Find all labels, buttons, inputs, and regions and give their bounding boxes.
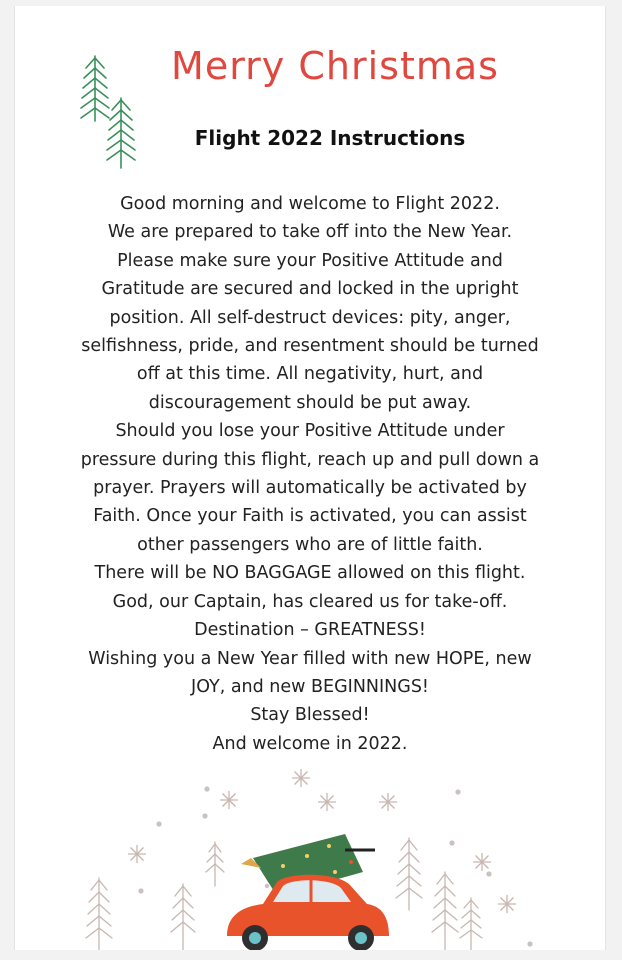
- pine-tree-icon: [86, 878, 112, 950]
- snowflake-icon: [473, 853, 491, 871]
- text-line: discouragement should be put away.: [148, 392, 472, 413]
- card-title: Merry Christmas: [171, 44, 499, 88]
- pine-tree-icon: [206, 842, 224, 886]
- text-line: There will be NO BAGGAGE allowed on this flight.: [94, 563, 526, 584]
- snow-dots: [138, 786, 532, 946]
- card-subtitle: Flight 2022 Instructions: [194, 126, 466, 150]
- text-line: prayer. Prayers will automatically be activated by: [93, 478, 527, 499]
- christmas-card: [14, 6, 606, 950]
- snowflake-icon: [498, 895, 516, 913]
- text-line: other passengers who are of little faith.: [137, 534, 483, 555]
- instructions-text: [45, 190, 575, 758]
- text-line: Stay Blessed!: [250, 705, 370, 726]
- text-line: Destination – GREATNESS!: [194, 620, 426, 641]
- pine-tree-icon: [396, 838, 422, 910]
- pine-tree-icon: [432, 872, 458, 950]
- text-line: Gratitude are secured and locked in the upright: [101, 279, 519, 300]
- text-line: Good morning and welcome to Flight 2022.: [120, 194, 500, 214]
- snowflake-icon: [292, 769, 310, 787]
- text-line: We are prepared to take off into the New Year.: [107, 222, 513, 243]
- text-line: selfishness, pride, and resentment should be turned: [81, 336, 539, 357]
- pine-tree-icon: [460, 898, 482, 950]
- text-line: Please make sure your Positive Attitude and: [117, 250, 503, 271]
- text-line: And welcome in 2022.: [212, 733, 408, 754]
- text-line: Should you lose your Positive Attitude under: [115, 421, 505, 442]
- snowflake-icon: [220, 791, 238, 809]
- snowflake-icon: [318, 793, 336, 811]
- pine-tree-icon: [171, 884, 195, 950]
- car-with-christmas-tree-icon: [227, 834, 389, 950]
- snowflake-icon: [128, 845, 146, 863]
- text-line: God, our Captain, has cleared us for take-off.: [112, 591, 508, 612]
- text-line: pressure during this flight, reach up and pull down a: [80, 449, 540, 470]
- text-line: Faith. Once your Faith is activated, you can assist: [93, 506, 527, 527]
- text-line: Wishing you a New Year filled with new HOPE, new: [88, 648, 532, 669]
- text-line: JOY, and new BEGINNINGS!: [191, 676, 429, 697]
- text-line: position. All self-destruct devices: pity, anger,: [109, 307, 511, 328]
- text-line: off at this time. All negativity, hurt, and: [136, 364, 484, 385]
- snowflake-icon: [379, 793, 397, 811]
